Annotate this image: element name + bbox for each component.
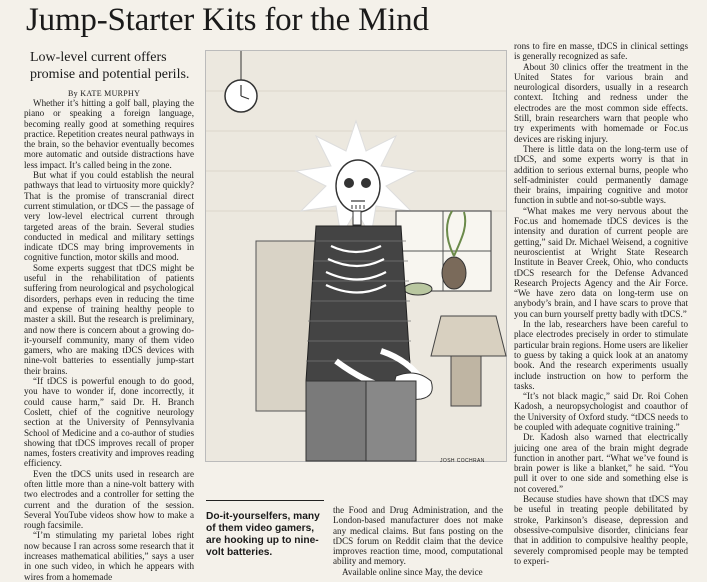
paragraph: “What makes me very nervous about the Foc.us and homemade tDCS devices is the intensity and duration of current people are getting,” said Dr. Michael Weisend, a cognitive neuroscientist at Wright State Research Institute in Beaver Creek, Ohio, who conducts tDCS research for the Defense Advanced Research Projects Agency and the Air Force. “We have zero data on long-term use on anybody’s brain, and I have scars to prove that you can burn yourself pretty badly with tDCS.” — [514, 205, 688, 319]
headline: Jump-Starter Kits for the Mind — [26, 2, 429, 38]
paragraph: the Food and Drug Administration, and the London-based manufacturer does not make any medical claims. But fans posting on the tDCS forum on Reddit claim that the device improves reaction time, mood, computational ability and memory. — [333, 505, 503, 567]
paragraph: In the lab, researchers have been careful to place electrodes precisely in order to stimulate particular brain regions. Home users are likelier to guess by taking a quick look at an anatomy book. And the research experiments usually include instruction on how to perform the tasks. — [514, 319, 688, 391]
paragraph: Some experts suggest that tDCS might be useful in the rehabilitation of patients suffering from neurological and psychological disorders, perhaps even in reducing the time and expense of training healthy people to master a skill. But the research is preliminary, and now there is concern about a growing do-it-yourself community, many of them video gamers, who are making tDCS devices with nine-volt batteries to essentially jump-start their brains. — [24, 262, 194, 376]
paragraph: About 30 clinics offer the treatment in the United States for various brain and neurological disorders, usually in a research context. Itching and redness under the electrodes are the most common side effects. Still, brain researchers warn that people who try experiments with homemade or Foc.us devices are risking injury. — [514, 61, 688, 144]
paragraph: Available online since May, the device — [342, 566, 483, 577]
article-column-3 — [514, 41, 688, 572]
paragraph: Even the tDCS units used in research are often little more than a nine-volt battery with two electrodes and a controller for setting the current and the duration of the session. Several YouTube videos show how to make a rough facsimile. — [24, 468, 194, 531]
byline: By KATE MURPHY — [68, 89, 141, 98]
illustration — [205, 50, 507, 462]
paragraph: Whether it’s hitting a golf ball, playing the piano or speaking a foreign language, becoming really good at something requires practice. Repetition creates neural pathways in the brain, so the behavior eventually becomes more automatic and outside distractions have less impact. It’s called being in the zone. — [24, 98, 194, 170]
paragraph: Because studies have shown that tDCS may be useful in treating people debilitated by stroke, Parkinson’s disease, depression and obsessive-compulsive disorder, clinicians fear that in addition to compulsive healthy people, severely compromised people may be tempted to experi- — [514, 494, 688, 566]
pull-quote-rule — [206, 500, 324, 501]
paragraph: But what if you could establish the neural pathways that lead to virtuosity more quickly? That is the promise of transcranial direct current stimulation, or tDCS — the passage of very low-level electrical current through targeted areas of the brain. Several studies conducted in medical and military settings indicate tDCS may bring improvements in cognitive function, motor skills and mood. — [24, 170, 194, 263]
paragraph: “I’m stimulating my parietal lobes right now because I ran across some research that it increases mathematical abilities,” says a user in one such video, in which he appears with wires from a homemade — [24, 530, 194, 582]
article-column-2 — [333, 505, 503, 577]
paragraph: “It’s not black magic,” said Dr. Roi Cohen Kadosh, a neuropsychologist and coauthor of the University of Oxford study. “tDCS needs to be coupled with adequate cognitive training.” — [514, 391, 688, 432]
illustration-credit: JOSH COCHRAN — [440, 458, 485, 464]
article-column-1 — [24, 98, 194, 582]
paragraph: rons to fire en masse, tDCS in clinical settings is generally recognized as safe. — [514, 41, 688, 62]
paragraph: Dr. Kadosh also warned that electrically juicing one area of the brain might degrade function in another part. “What we’ve found is brain power is like a blanket,” he said. “You pull it over to one side and something else is not covered.” — [514, 432, 688, 494]
deck: Low-level current offers promise and potential perils. — [30, 50, 190, 82]
pull-quote: Do-it-yourselfers, many of them video gamers, are hooking up to nine-volt batteries. — [206, 511, 320, 558]
paragraph: There is little data on the long-term use of tDCS, and some experts worry is that in addition to serious external burns, people who self-administer could permanently damage their brains, impairing cognitive and motor function in subtle and not-so-subtle ways. — [514, 143, 688, 206]
skeleton-gamer-illustration — [206, 51, 506, 461]
paragraph: “If tDCS is powerful enough to do good, you have to wonder if, done incorrectly, it could cause harm,” said Dr. H. Branch Coslett, chief of the cognitive neurology section at the University of Pennsylvania School of Medicine and a co-author of studies showing that tDCS improves recall of proper names, fosters creativity and improves reading efficiency. — [24, 376, 194, 469]
